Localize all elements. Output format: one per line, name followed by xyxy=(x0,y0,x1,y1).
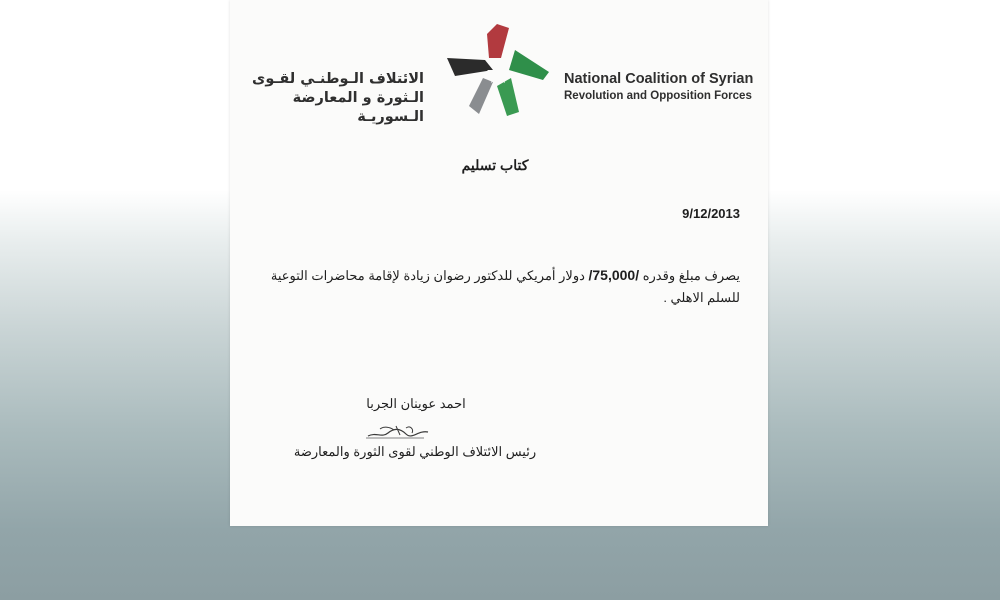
org-name-english xyxy=(564,70,753,104)
signer-title: رئيس الائتلاف الوطني لقوى الثورة والمعارضة xyxy=(293,444,537,459)
star-logo-icon xyxy=(445,20,551,116)
org-name-arabic xyxy=(234,70,424,127)
document-body xyxy=(250,264,740,309)
signature-mark xyxy=(366,420,430,442)
logo-grey-wedge xyxy=(469,78,493,114)
body-suffix: دولار أمريكي للدكتور رضوان زيادة لإقامة محاضرات التوعية للسلم الاهلي . xyxy=(270,268,740,305)
document-date: 9/12/2013 xyxy=(682,206,740,221)
logo-red-wedge xyxy=(487,24,509,58)
org-name-en-line2: Revolution and Opposition Forces xyxy=(564,90,752,102)
logo-black-wedge xyxy=(447,58,493,76)
org-name-ar-line2: الـثورة و المعارضة الـسوريـة xyxy=(292,90,424,125)
org-name-ar-line1: الائتلاف الـوطنـي لقـوى xyxy=(252,71,424,87)
logo-green-wedge xyxy=(509,50,549,80)
body-prefix: يصرف مبلغ وقدره xyxy=(639,268,740,283)
logo-center-star xyxy=(487,62,509,83)
org-name-en-line1: National Coalition of Syrian xyxy=(564,71,754,87)
signer-name: احمد عوينان الجربا xyxy=(366,396,466,411)
logo-green-lower-wedge xyxy=(497,78,519,116)
document-title: كتاب تسليم xyxy=(461,157,529,173)
document-page xyxy=(230,0,768,526)
payment-amount: /75,000/ xyxy=(588,267,640,283)
